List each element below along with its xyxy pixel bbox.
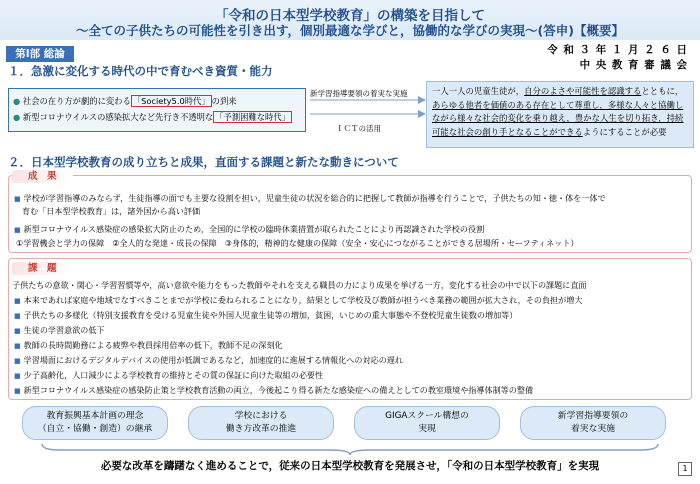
issue-item: ■ 学習場面におけるデジタルデバイスの使用が低調であるなど，加速度的に進展する情報化への対応の遅れ bbox=[14, 355, 403, 366]
issue-item: ■ 子供たちの多様化（特別支援教育を受ける児童生徒や外国人児童生徒等の増加，貧困，いじめの重大事態や不登校児童生徒数の増加等） bbox=[14, 310, 517, 321]
title-band bbox=[0, 0, 700, 40]
section1-context-box bbox=[8, 88, 306, 132]
bullet-text: 社会の在り方が劇的に変わる bbox=[22, 96, 131, 106]
issuer-text: 中 央 教 育 審 議 会 bbox=[579, 59, 688, 71]
goal-text: 一人一人の児童生徒が， bbox=[432, 86, 525, 96]
goal-box bbox=[426, 81, 694, 148]
policy-box bbox=[188, 406, 334, 440]
policy-line: GIGAスクール構想の bbox=[385, 411, 469, 421]
highlight-text: 「予測困難な時代」 bbox=[215, 112, 290, 122]
policy-line: 働き方改革の推進 bbox=[225, 424, 297, 434]
achievement-item: ■ 学校が学習指導のみならず，生徒指導の面でも主要な役割を担い，児童生徒の状況を総合的に把握して教師が指導を行うことで，子供たちの知・徳・体を一体で bbox=[14, 193, 606, 204]
policy-line: 学校における bbox=[234, 411, 288, 421]
conclusion-text: 必要な改革を躊躇なく進めることで，従来の日本型学校教育を発展させ，「令和の日本型学校教育」を実現 bbox=[100, 460, 600, 472]
bullet-icon: ● bbox=[13, 112, 21, 122]
achievements-tag: 成 果 bbox=[12, 170, 73, 183]
part-label: 第Ⅰ部 総論 bbox=[6, 46, 74, 62]
policy-line: 新学習指導要領の bbox=[557, 411, 629, 421]
date-block bbox=[547, 43, 688, 73]
page-title: 「令和の日本型学校教育」の構築を目指して bbox=[215, 8, 485, 24]
page-number: 1 bbox=[678, 462, 692, 476]
bullet-icon: ● bbox=[13, 96, 21, 106]
issue-item: ■ 教師の長時間勤務による疲弊や教員採用倍率の低下，教師不足の深刻化 bbox=[14, 340, 283, 351]
bracket-graphic bbox=[40, 442, 660, 456]
achievement-item: 育む「日本型学校教育」は，諸外国から高い評価 bbox=[22, 206, 201, 216]
policy-line: （自立・協働・創造）の継承 bbox=[37, 424, 153, 434]
issue-item: ■ 生徒の学習意欲の低下 bbox=[14, 325, 105, 336]
highlight-text: 「Society5.0時代」 bbox=[132, 96, 210, 106]
arrow-head-bottom bbox=[418, 110, 426, 118]
context-bullet bbox=[13, 93, 301, 109]
arrow-head-top bbox=[418, 96, 426, 104]
goal-underlined-text: 自分のよさや可能性を認識する bbox=[524, 86, 642, 96]
issue-item: ■ 新型コロナウイルス感染症の感染防止策と学校教育活動の両立，今後起こり得る新たな感染症への備えとしての教室環境や指導体制等の整備 bbox=[14, 385, 533, 396]
goal-underlined-text: あらゆる他者を価値のある存在として尊重し，多様な人々と協働しながら様々な社会的変化を乗り越え，豊かな人生を切り拓き，持続可能な社会の創り手となることができる bbox=[432, 99, 684, 137]
bracket-path bbox=[42, 444, 658, 455]
policy-box bbox=[354, 406, 500, 440]
goal-text: ようにすることが必要 bbox=[582, 126, 667, 137]
achievement-item: ①学習機会と学力の保障 ②全人的な発達・成長の保障 ③身体的，精神的な健康の保障（安全・安心につながることができる居場所・セーフティネット） bbox=[16, 238, 579, 248]
issues-intro: 子供たちの意欲・関心・学習習慣等や，高い意欲や能力をもった教師やそれを支える職員の力により成果を挙げる一方，変化する社会の中で以下の課題に直面 bbox=[12, 280, 587, 290]
issues-tag: 課 題 bbox=[12, 262, 73, 275]
date-text: 令 和 ３ 年 １ 月 ２ ６ 日 bbox=[547, 44, 688, 56]
context-bullet bbox=[13, 109, 301, 125]
goal-text: とともに， bbox=[641, 86, 684, 96]
page-subtitle: ～全ての子供たちの可能性を引き出す，個別最適な学びと，協働的な学びの実現～(答申)【概要】 bbox=[76, 23, 624, 38]
arrow-label-bottom: ＩＣＴの活用 bbox=[336, 124, 381, 133]
achievement-item: ■ 新型コロナウイルス感染症の感染拡大防止のため，全国的に学校の臨時休業措置が取られたことにより再認識された学校の役割 bbox=[14, 224, 484, 235]
arrow-label-top: 新学習指導要領の着実な実施 bbox=[310, 89, 408, 98]
policy-line: 着実な実施 bbox=[571, 424, 615, 434]
section2-heading: ２．日本型学校教育の成り立ちと成果，直面する課題と新たな動きについて bbox=[8, 155, 399, 169]
bullet-text: の到来 bbox=[211, 96, 237, 106]
bullet-text: 新型コロナウイルスの感染拡大など先行き不透明な bbox=[22, 112, 214, 122]
section1-heading: １．急激に変化する時代の中で育むべき資質・能力 bbox=[8, 64, 273, 78]
policy-box bbox=[520, 406, 666, 440]
policy-line: 実現 bbox=[418, 424, 436, 434]
policy-line: 教育振興基本計画の理念 bbox=[46, 411, 144, 421]
issue-item: ■ 少子高齢化，人口減少による学校教育の維持とその質の保証に向けた取組の必要性 bbox=[14, 370, 323, 381]
policy-box bbox=[22, 406, 168, 440]
issue-item: ■ 本来であれば家庭や地域でなすべきことまでが学校に委ねられることになり，結果として学校及び教師が担うべき業務の範囲が拡大され，その負担が増大 bbox=[14, 295, 582, 306]
